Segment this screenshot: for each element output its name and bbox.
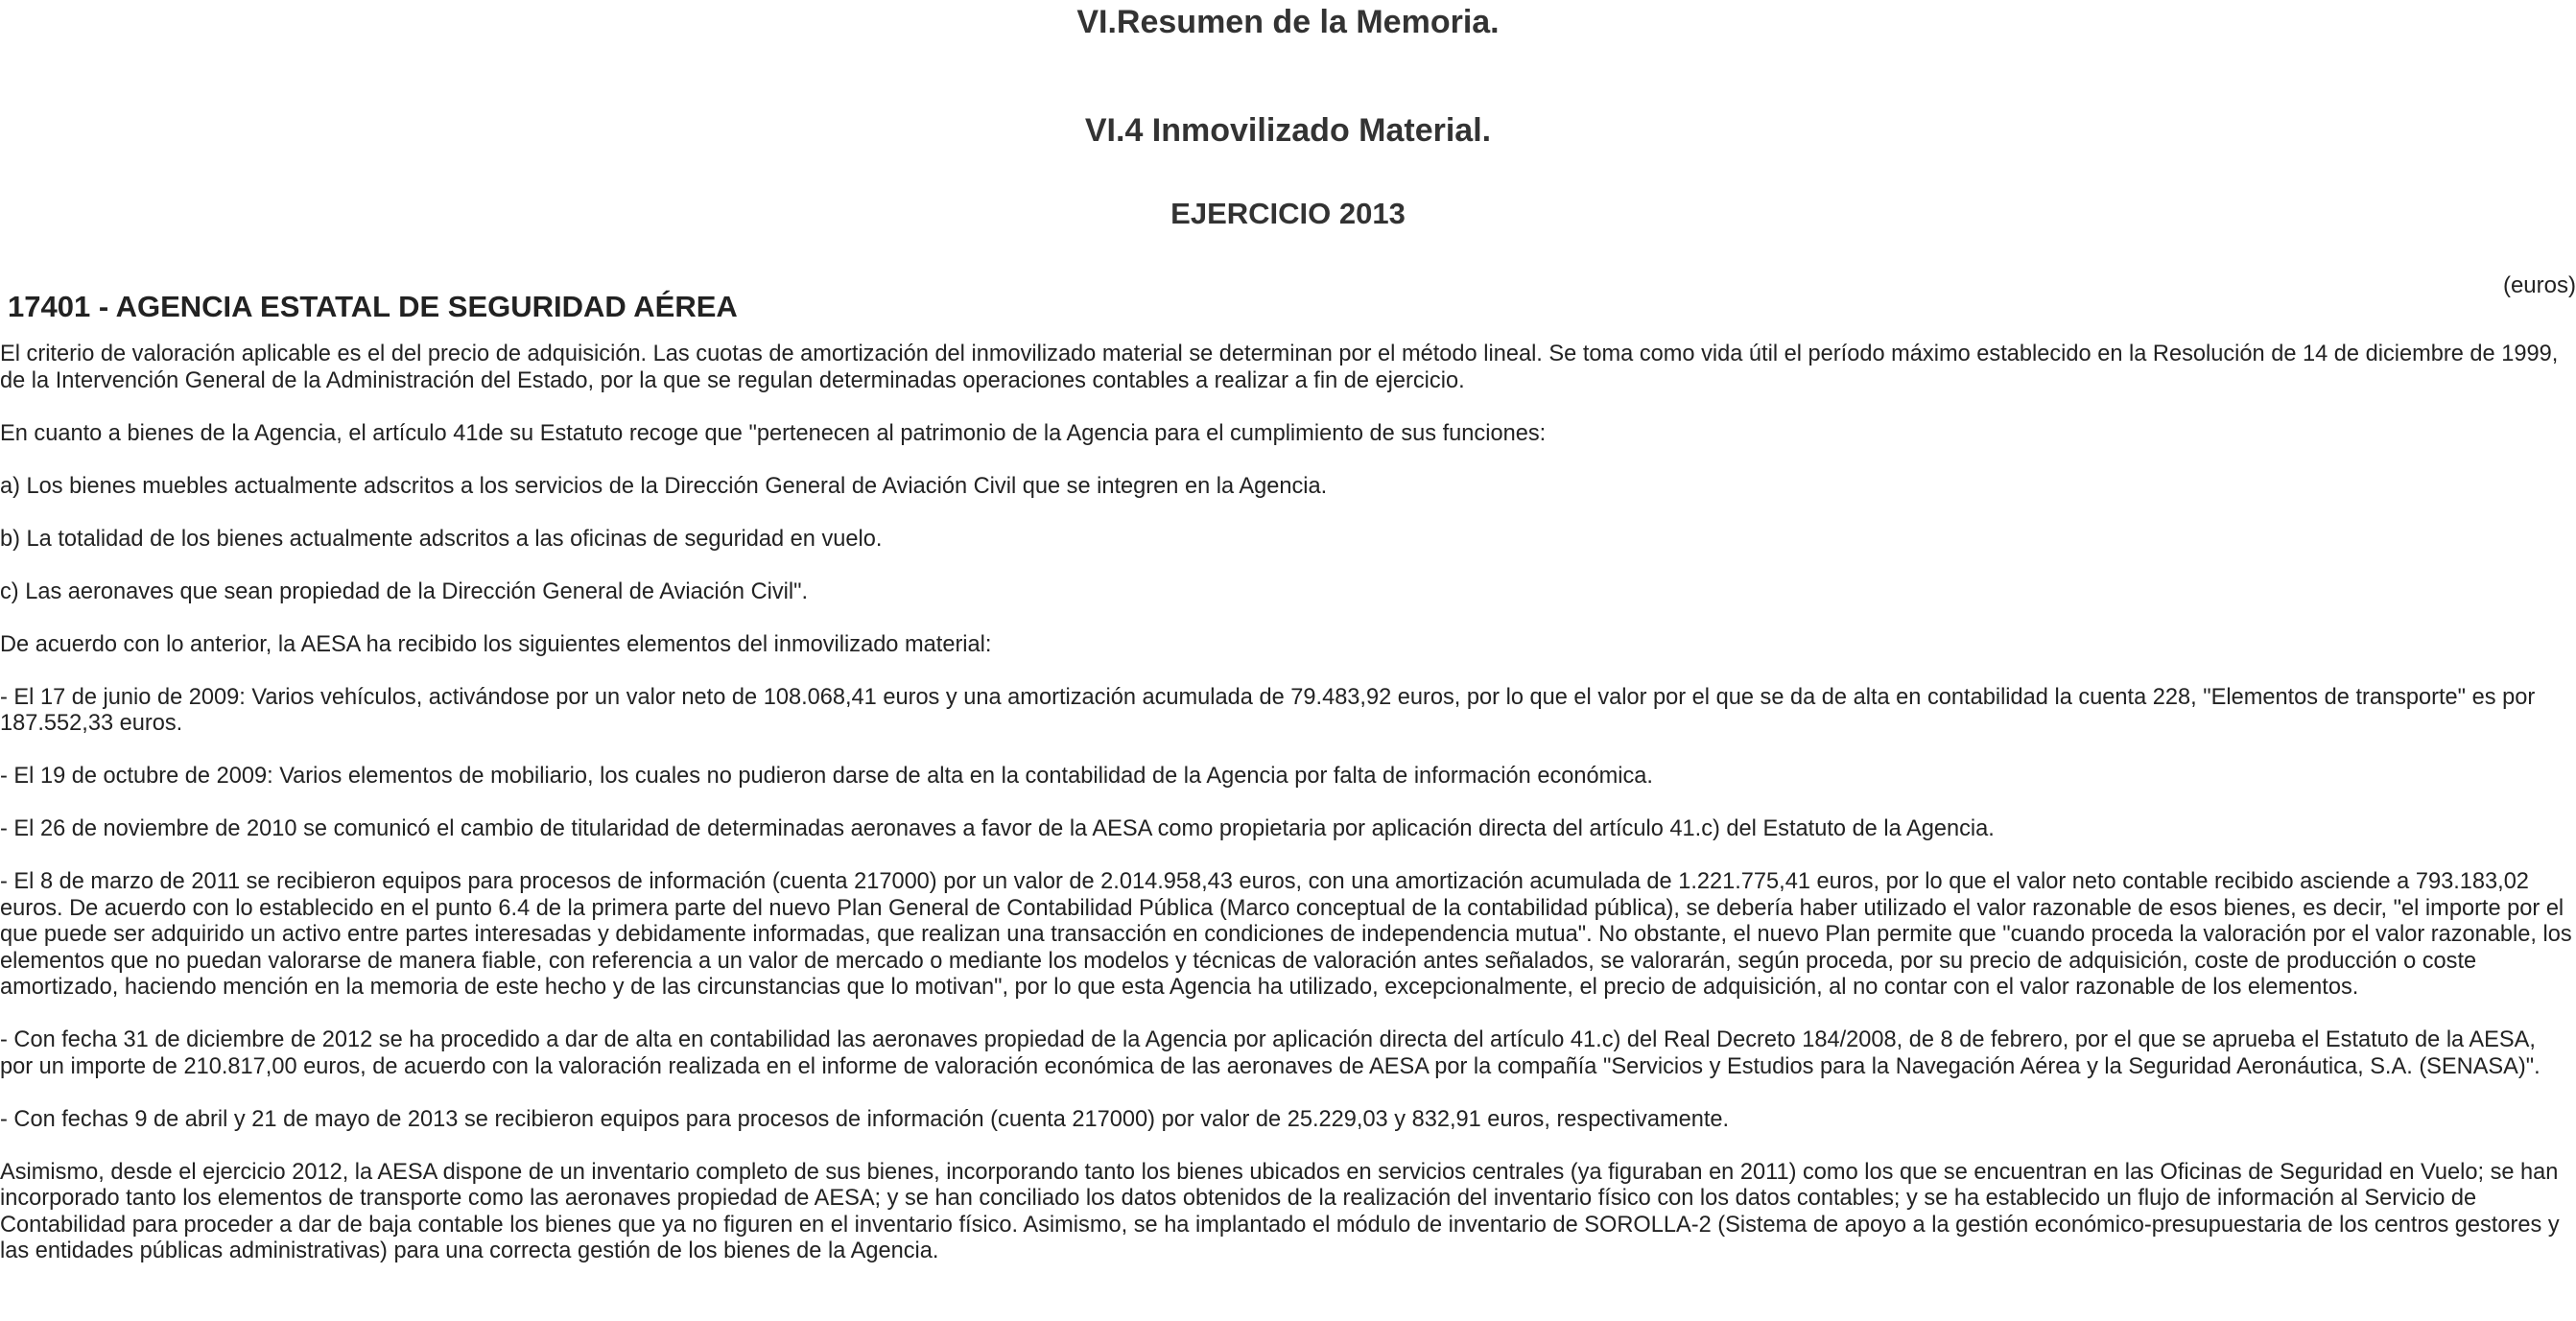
paragraph-criteria: El criterio de valoración aplicable es el del precio de adquisición. Las cuotas de amortización del inmovilizado material se determinan por el método lineal. Se toma como vida útil el período máximo establecido en la Resolución de 14 de diciembre de 1999, de la Intervención General de la Administración del Estado, por la que se regulan determinadas operaciones contables a realizar a fin de ejercicio. <box>0 342 2559 393</box>
paragraph-aircraft-2010: - El 26 de noviembre de 2010 se comunicó el cambio de titularidad de determinadas aeronaves a favor de la AESA como propietaria por aplicación directa del artículo 41.c) del Estatuto de la Agencia. <box>0 816 1995 841</box>
paragraph-received-intro: De acuerdo con lo anterior, la AESA ha recibido los siguientes elementos del inmovilizado material: <box>0 631 992 657</box>
entity-name: 17401 - AGENCIA ESTATAL DE SEGURIDAD AÉREA <box>8 290 738 323</box>
paragraph-item-b: b) La totalidad de los bienes actualmente adscritos a las oficinas de seguridad en vuelo. <box>0 526 883 552</box>
paragraph-vehicles-2009: - El 17 de junio de 2009: Varios vehículos, activándose por un valor neto de 108.068,41 euros y una amortización acumulada de 79.483,92 euros, por lo que el valor por el que se da de alta en contabilidad la cuenta 228, "Elementos de transporte" es por 187.552,33 euros. <box>0 684 2536 736</box>
paragraph-assets-intro: En cuanto a bienes de la Agencia, el artículo 41de su Estatuto recoge que "pertenecen al patrimonio de la Agencia para el cumplimiento de sus funciones: <box>0 420 1547 446</box>
exercise-year: EJERCICIO 2013 <box>1170 197 1406 230</box>
currency-units: (euros) <box>2502 272 2576 298</box>
paragraph-item-c: c) Las aeronaves que sean propiedad de la Dirección General de Aviación Civil". <box>0 578 809 604</box>
paragraph-equipment-2013: - Con fechas 9 de abril y 21 de mayo de 2013 se recibieron equipos para procesos de información (cuenta 217000) por valor de 25.229,03 y 832,91 euros, respectivamente. <box>0 1106 1730 1132</box>
page-title: VI.Resumen de la Memoria. <box>1076 4 1500 40</box>
paragraph-equipment-2011: - El 8 de marzo de 2011 se recibieron equipos para procesos de información (cuenta 217000) por un valor de 2.014.958,43 euros, con una amortización acumulada de 1.221.775,41 euros, por lo que el valor neto contable recibido asciende a 793.183,02 euros. De acuerdo con lo establecido en el punto 6.4 de la primera parte del nuevo Plan General de Contabilidad Pública (Marco conceptual de la contabilidad pública), se debería haber utilizado el valor razonable de esos bienes, es decir, "el importe por el que puede ser adquirido un activo entre partes interesadas y debidamente informadas, que realizan una transacción en condiciones de independencia mutua". No obstante, el nuevo Plan permite que "cuando proceda la valoración por el valor razonable, los elementos que no puedan valorarse de manera fiable, con referencia a un valor de mercado o mediante los modelos y técnicas de valoración antes señalados, se valorarán, según proceda, por su precio de adquisición, coste de producción o coste amortizado, haciendo mención en la memoria de este hecho y de las circunstancias que lo motivan", por lo que esta Agencia ha utilizado, excepcionalmente, el precio de adquisición, al no contar con el valor razonable de los elementos. <box>0 869 2572 1000</box>
paragraph-inventory: Asimismo, desde el ejercicio 2012, la AESA dispone de un inventario completo de sus bienes, incorporando tanto los bienes ubicados en servicios centrales (ya figuraban en 2011) como los que se encuentran en las Oficinas de Seguridad en Vuelo; se han incorporado tanto los elementos de transporte como las aeronaves propiedad de AESA; y se han conciliado los datos obtenidos de la realización del inventario físico con los datos contables; y se ha establecido un flujo de información al Servicio de Contabilidad para proceder a dar de baja contable los bienes que ya no figuren en el inventario físico. Asimismo, se ha implantado el módulo de inventario de SOROLLA-2 (Sistema de apoyo a la gestión económico-presupuestaria de los centros gestores y las entidades públicas administrativas) para una correcta gestión de los bienes de la Agencia. <box>0 1159 2560 1263</box>
paragraph-item-a: a) Los bienes muebles actualmente adscritos a los servicios de la Dirección General de Aviación Civil que se integren en la Agencia. <box>0 473 1328 499</box>
paragraph-aircraft-2012: - Con fecha 31 de diciembre de 2012 se ha procedido a dar de alta en contabilidad las aeronaves propiedad de la Agencia por aplicación directa del artículo 41.c) del Real Decreto 184/2008, de 8 de febrero, por el que se aprueba el Estatuto de la AESA, por un importe de 210.817,00 euros, de acuerdo con la valoración realizada en el informe de valoración económica de las aeronaves de AESA por la compañía "Servicios y Estudios para la Navegación Aérea y la Seguridad Aeronáutica, S.A. (SENASA)". <box>0 1027 2541 1079</box>
section-title: VI.4 Inmovilizado Material. <box>1084 112 1492 149</box>
paragraph-furniture-2009: - El 19 de octubre de 2009: Varios elementos de mobiliario, los cuales no pudieron darse de alta en la contabilidad de la Agencia por falta de información económica. <box>0 764 1653 789</box>
memo-body <box>0 342 2573 1291</box>
